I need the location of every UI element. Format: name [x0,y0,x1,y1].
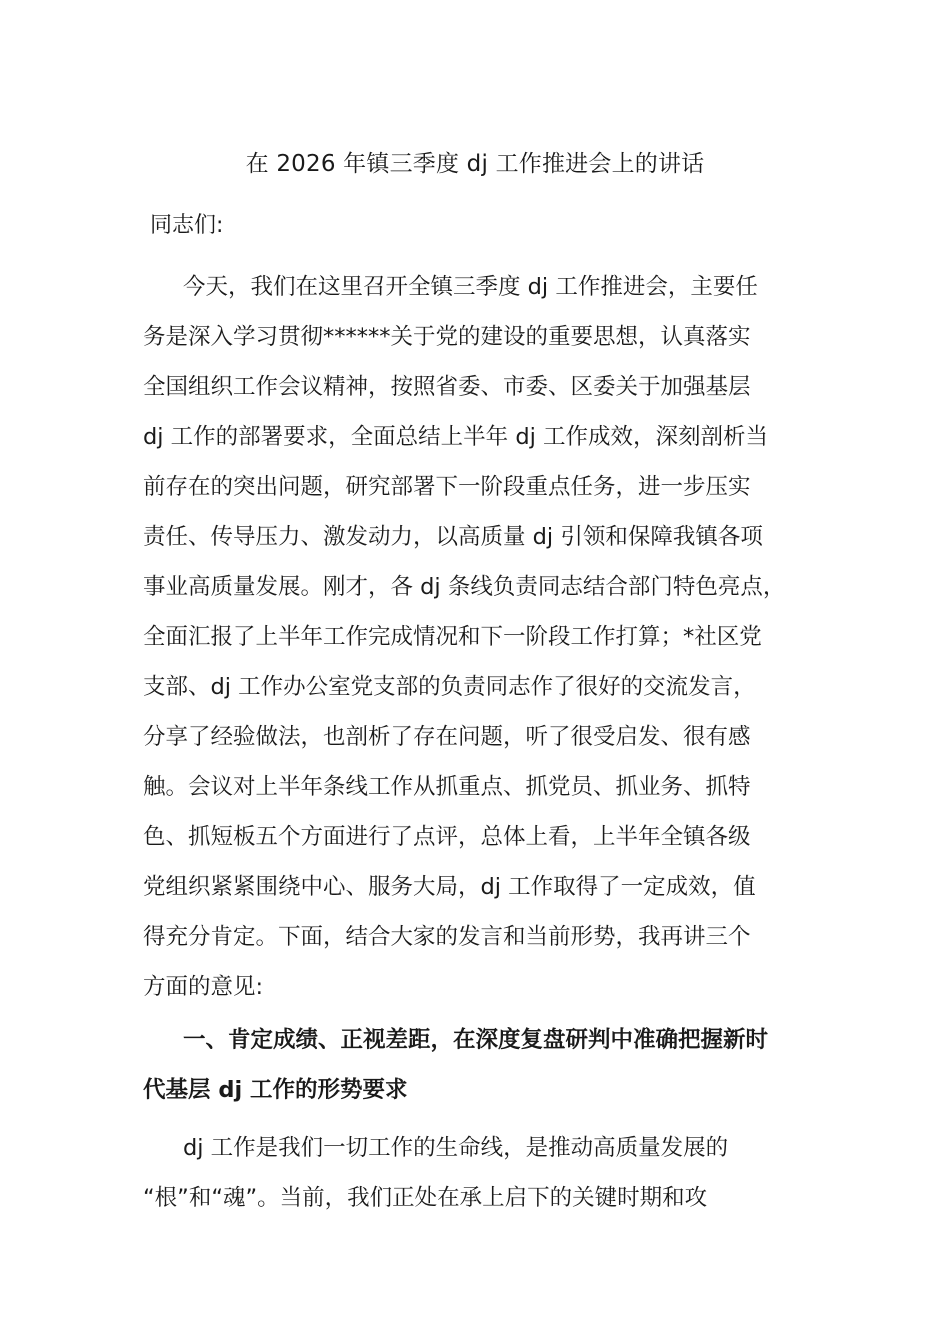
paragraph-line: 事业高质量发展。刚才，各 dj 条线负责同志结合部门特色亮点， [143,574,786,600]
section-heading-1 [143,1015,811,1115]
paragraph-line: dj 工作的部署要求，全面总结上半年 dj 工作成效，深刻剖析当 [143,424,769,450]
paragraph-line: 责任、传导压力、激发动力，以高质量 dj 引领和保障我镇各项 [143,524,763,550]
paragraph-line: 得充分肯定。下面，结合大家的发言和当前形势，我再讲三个 [143,924,751,950]
document-title: 在 2026 年镇三季度 dj 工作推进会上的讲话 [245,151,705,177]
salutation: 同志们: [150,213,224,238]
paragraph-line: dj 工作是我们一切工作的生命线，是推动高质量发展的 [183,1135,729,1161]
paragraph-line: 前存在的突出问题，研究部署下一阶段重点任务，进一步压实 [143,474,751,500]
paragraph-line: 分享了经验做法，也剖析了存在问题，听了很受启发、很有感 [143,724,751,750]
paragraph-line: 全国组织工作会议精神，按照省委、市委、区委关于加强基层 [143,374,751,400]
paragraph-line: 支部、dj 工作办公室党支部的负责同志作了很好的交流发言， [143,674,756,700]
paragraph-line: 色、抓短板五个方面进行了点评，总体上看，上半年全镇各级 [143,824,751,850]
paragraph-line: “根”和“魂”。当前，我们正处在承上启下的关键时期和攻 [143,1185,708,1211]
heading-line: 一、肯定成绩、正视差距，在深度复盘研判中准确把握新时 [183,1027,769,1053]
paragraph-line: 今天，我们在这里召开全镇三季度 dj 工作推进会，主要任 [183,274,758,300]
paragraph-line: 触。会议对上半年条线工作从抓重点、抓党员、抓业务、抓特 [143,774,751,800]
paragraph-line: 全面汇报了上半年工作完成情况和下一阶段工作打算；*社区党 [143,624,762,650]
paragraph-line: 方面的意见: [143,974,264,1000]
paragraph-line: 务是深入学习贯彻******关于党的建设的重要思想，认真落实 [143,324,751,350]
paragraph-2 [143,1123,811,1223]
paragraph-1 [143,262,811,1012]
heading-line: 代基层 dj 工作的形势要求 [143,1077,408,1103]
paragraph-line: 党组织紧紧围绕中心、服务大局，dj 工作取得了一定成效，值 [143,874,756,900]
